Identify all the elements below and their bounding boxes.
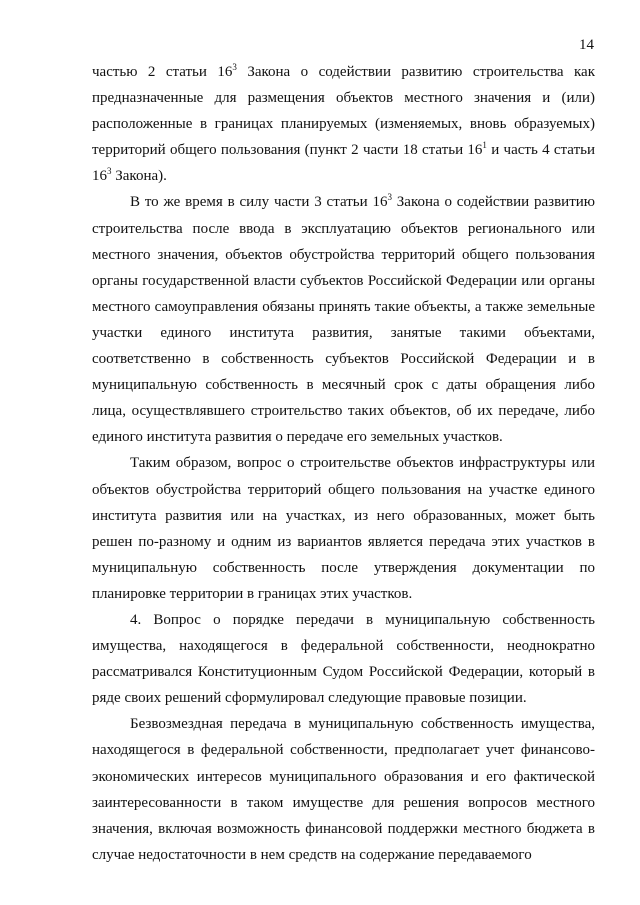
paragraph-text: Безвозмездная передача в муниципальную собственность имущества, находящегося в федеральной собственности, предполагает учет финансово-экономических интересов муниципального образования и его фактической заинтересованности в таком имуществе для решения вопросов местного значения, включая возможность финансовой поддержки местного бюджета в случае недостаточности в нем средств на содержание передаваемого [92, 716, 595, 863]
paragraph-text: Закона). [111, 168, 167, 185]
superscript: 3 [387, 192, 392, 203]
paragraph-text: Таким образом, вопрос о строительстве объектов инфраструктуры или объектов обустройства территорий общего пользования на участке единого института развития или на участках, из него образованных, может быть решен по-разному и одним из вариантов является передача этих участков в муниципальную собственность после утверждения документации по планировке территории в границах этих участков. [92, 455, 595, 602]
document-body [92, 59, 595, 868]
paragraph-text: Закона о содействии развитию строительства как предназначенные для размещения объектов местного значения и (или) расположенные в границах планируемых (изменяемых, вновь образуемых) территорий общего пользования (пункт 2 части 18 статьи 16 [92, 64, 595, 159]
paragraph [92, 607, 595, 711]
paragraph [92, 59, 595, 189]
paragraph-text: В то же время в силу части 3 статьи 16 [130, 194, 388, 211]
paragraph [92, 189, 595, 450]
paragraph-text: частью 2 статьи 16 [92, 64, 233, 80]
paragraph-text: Закона о содействии развитию строительства после ввода в эксплуатацию объектов регионального или местного значения, объектов обустройства территорий общего пользования органы государственной власти субъектов Российской Федерации или органы местного самоуправления обязаны принять такие объекты, а также земельные участки единого института развития, занятые такими объектами, соответственно в собственность субъектов Российской Федерации и в муниципальную собственность в месячный срок с даты обращения либо лица, осуществлявшего строительство таких объектов, об их передаче, либо единого института развития о передаче его земельных участков. [92, 194, 595, 446]
superscript: 3 [107, 166, 112, 177]
page-number: 14 [579, 37, 594, 53]
paragraph [92, 450, 595, 607]
paragraph [92, 711, 595, 868]
paragraph-text: 4. Вопрос о порядке передачи в муниципальную собственность имущества, находящегося в федеральной собственности, неоднократно рассматривался Конституционным Судом Российской Федерации, который в ряде своих решений сформулировал следующие правовые позиции. [92, 611, 595, 707]
superscript: 3 [232, 62, 237, 72]
superscript: 1 [482, 140, 487, 151]
paragraph-text: и часть 4 статьи 16 [92, 142, 595, 185]
